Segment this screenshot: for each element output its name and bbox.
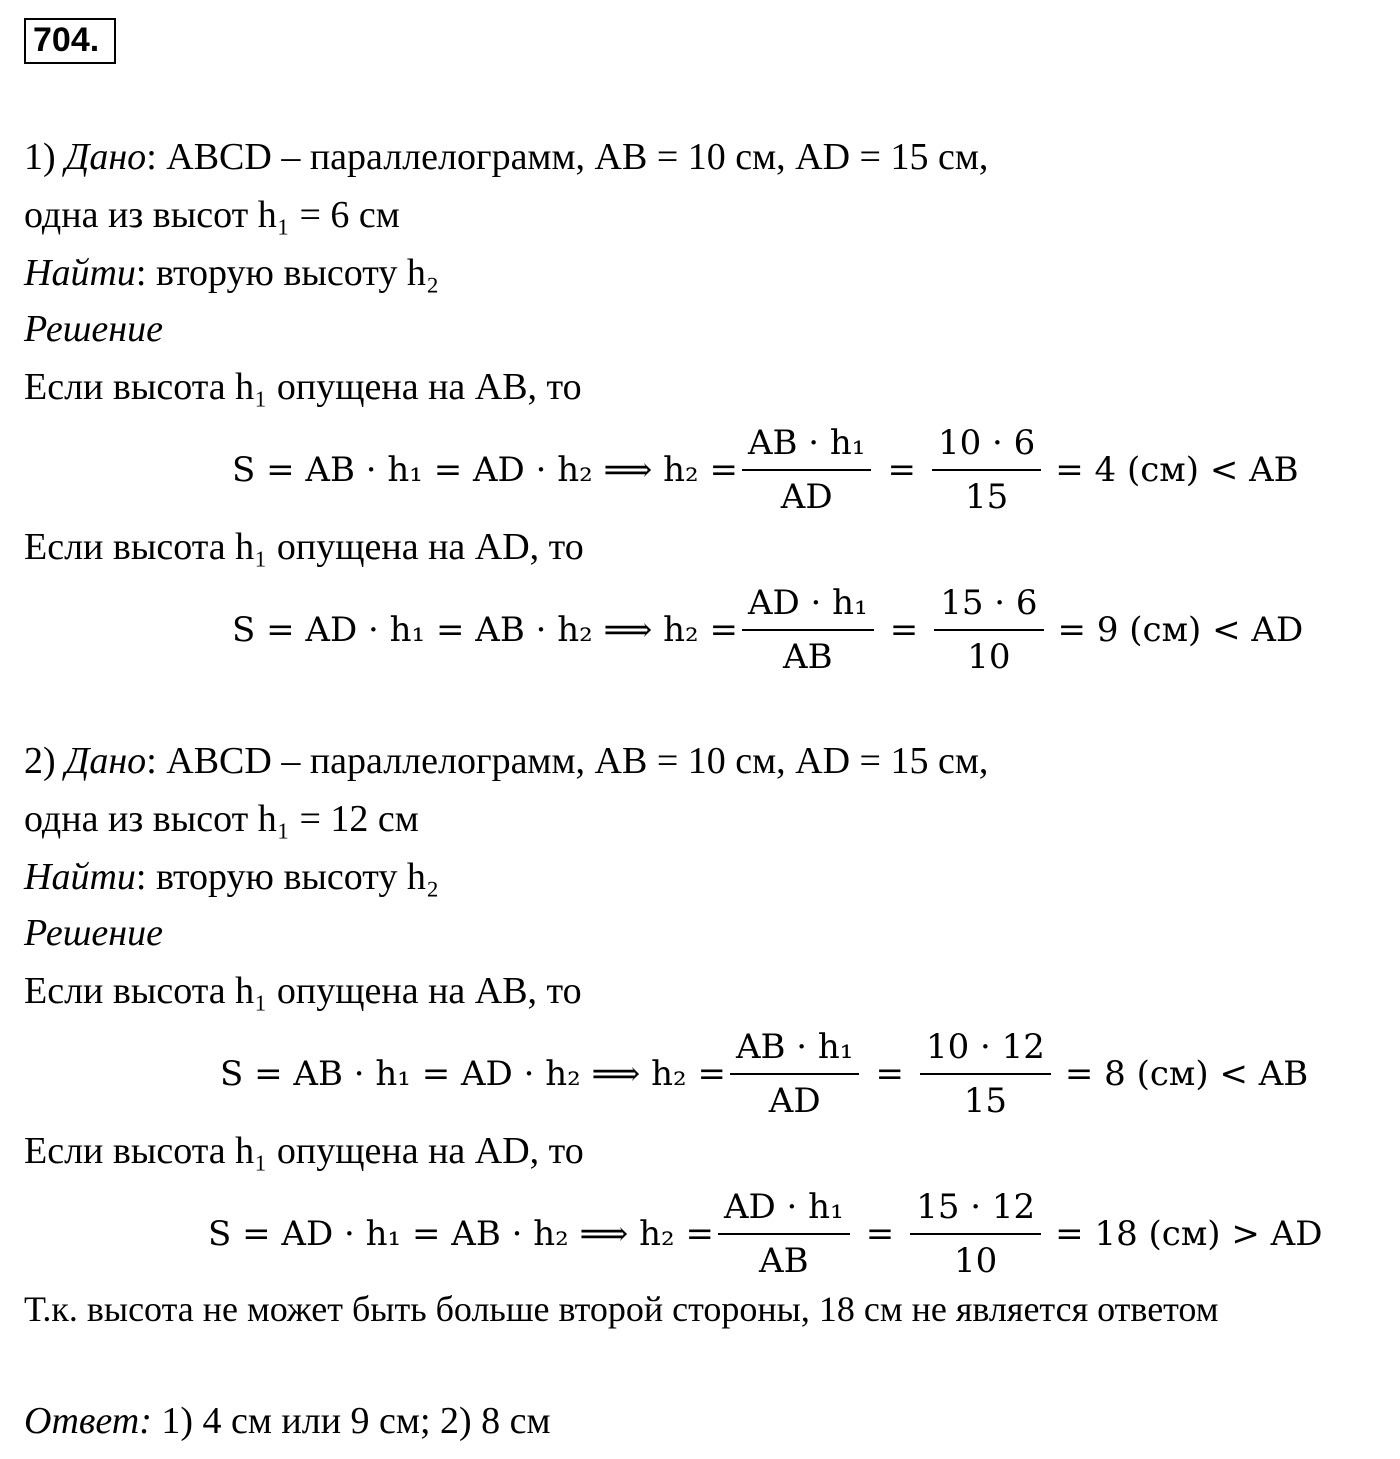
fraction [934, 581, 1043, 679]
part2-solution-label: Решение [24, 912, 163, 954]
eq-lhs: S = AD · h₁ = AB · h₂ ⟹ h₂ = [208, 1214, 714, 1254]
fraction [742, 421, 872, 519]
task-number: 704. [24, 18, 116, 64]
fraction [742, 581, 874, 679]
answer-text: 1) 4 см или 9 см; 2) 8 см [151, 1400, 551, 1442]
part2-given-line2: одна из высот h₁ = 12 см [24, 798, 419, 840]
part2-given-label: Дано [65, 740, 147, 782]
fraction-numerator: 15 · 12 [910, 1185, 1041, 1235]
part1-case-ad-text: Если высота h₁ опущена на AD, то [24, 526, 584, 568]
equals-sign: = [887, 450, 916, 490]
part2-case-ab-text: Если высота h₁ опущена на AB, то [24, 970, 582, 1012]
fraction [730, 1025, 860, 1123]
fraction-numerator: 10 · 12 [920, 1025, 1051, 1075]
fraction-denominator: 15 [963, 1081, 1008, 1121]
part1-find-line [24, 252, 439, 294]
part1-case-ab-text: Если высота h₁ опущена на AB, то [24, 366, 582, 408]
part1-given-line1 [24, 136, 988, 178]
part1-given-label: Дано [65, 136, 147, 178]
fraction [910, 1185, 1041, 1283]
fraction-numerator: AB · h₁ [730, 1025, 860, 1075]
part2-given-text: : ABCD – параллелограмм, AB = 10 см, AD = 15 см, [146, 740, 989, 782]
eq-result: = 8 (см) < AB [1064, 1054, 1309, 1094]
part1-number: 1) [24, 136, 56, 178]
part2-case-ad-text: Если высота h₁ опущена на AD, то [24, 1130, 584, 1172]
part2-find-text: : вторую высоту h₂ [135, 856, 440, 898]
part1-equation-ad [232, 580, 1303, 680]
part1-equation-ab [232, 420, 1299, 520]
eq-lhs: S = AB · h₁ = AD · h₂ ⟹ h₂ = [220, 1054, 726, 1094]
answer-line [24, 1400, 551, 1442]
part2-find-line [24, 856, 439, 898]
fraction-denominator: AD [768, 1081, 821, 1121]
part1-solution-label: Решение [24, 308, 163, 350]
fraction-denominator: AB [759, 1241, 809, 1281]
part1-given-text: : ABCD – параллелограмм, AB = 10 см, AD = 15 см, [146, 136, 989, 178]
fraction-denominator: AD [780, 477, 833, 517]
equals-sign: = [875, 1054, 904, 1094]
equals-sign: = [889, 610, 919, 650]
part2-equation-ad [208, 1184, 1322, 1284]
part2-equation-ab [220, 1024, 1308, 1124]
part2-find-label: Найти [24, 856, 136, 898]
fraction-numerator: 10 · 6 [932, 421, 1041, 471]
fraction-denominator: 15 [964, 477, 1009, 517]
fraction-numerator: AD · h₁ [718, 1185, 850, 1235]
fraction [718, 1185, 850, 1283]
eq-result: = 4 (см) < AB [1055, 450, 1299, 490]
eq-lhs: S = AB · h₁ = AD · h₂ ⟹ h₂ = [232, 450, 738, 490]
fraction [920, 1025, 1051, 1123]
eq-result: = 18 (см) > AD [1055, 1214, 1323, 1254]
fraction-denominator: 10 [954, 1241, 998, 1281]
part2-number: 2) [24, 740, 56, 782]
equals-sign: = [865, 1214, 895, 1254]
fraction-denominator: 10 [967, 637, 1011, 677]
part2-given-line1 [24, 740, 988, 782]
eq-result: = 9 (см) < AD [1057, 610, 1304, 650]
fraction-denominator: AB [783, 637, 833, 677]
part1-find-text: : вторую высоту h₂ [135, 252, 440, 294]
part1-given-line2: одна из высот h₁ = 6 см [24, 194, 400, 236]
answer-label: Ответ: [24, 1400, 152, 1442]
fraction [932, 421, 1041, 519]
part2-note: Т.к. высота не может быть больше второй стороны, 18 см не является ответом [24, 1289, 1219, 1329]
fraction-numerator: 15 · 6 [934, 581, 1043, 631]
fraction-numerator: AB · h₁ [742, 421, 872, 471]
eq-lhs: S = AD · h₁ = AB · h₂ ⟹ h₂ = [232, 610, 738, 650]
fraction-numerator: AD · h₁ [742, 581, 874, 631]
part1-find-label: Найти [24, 252, 136, 294]
